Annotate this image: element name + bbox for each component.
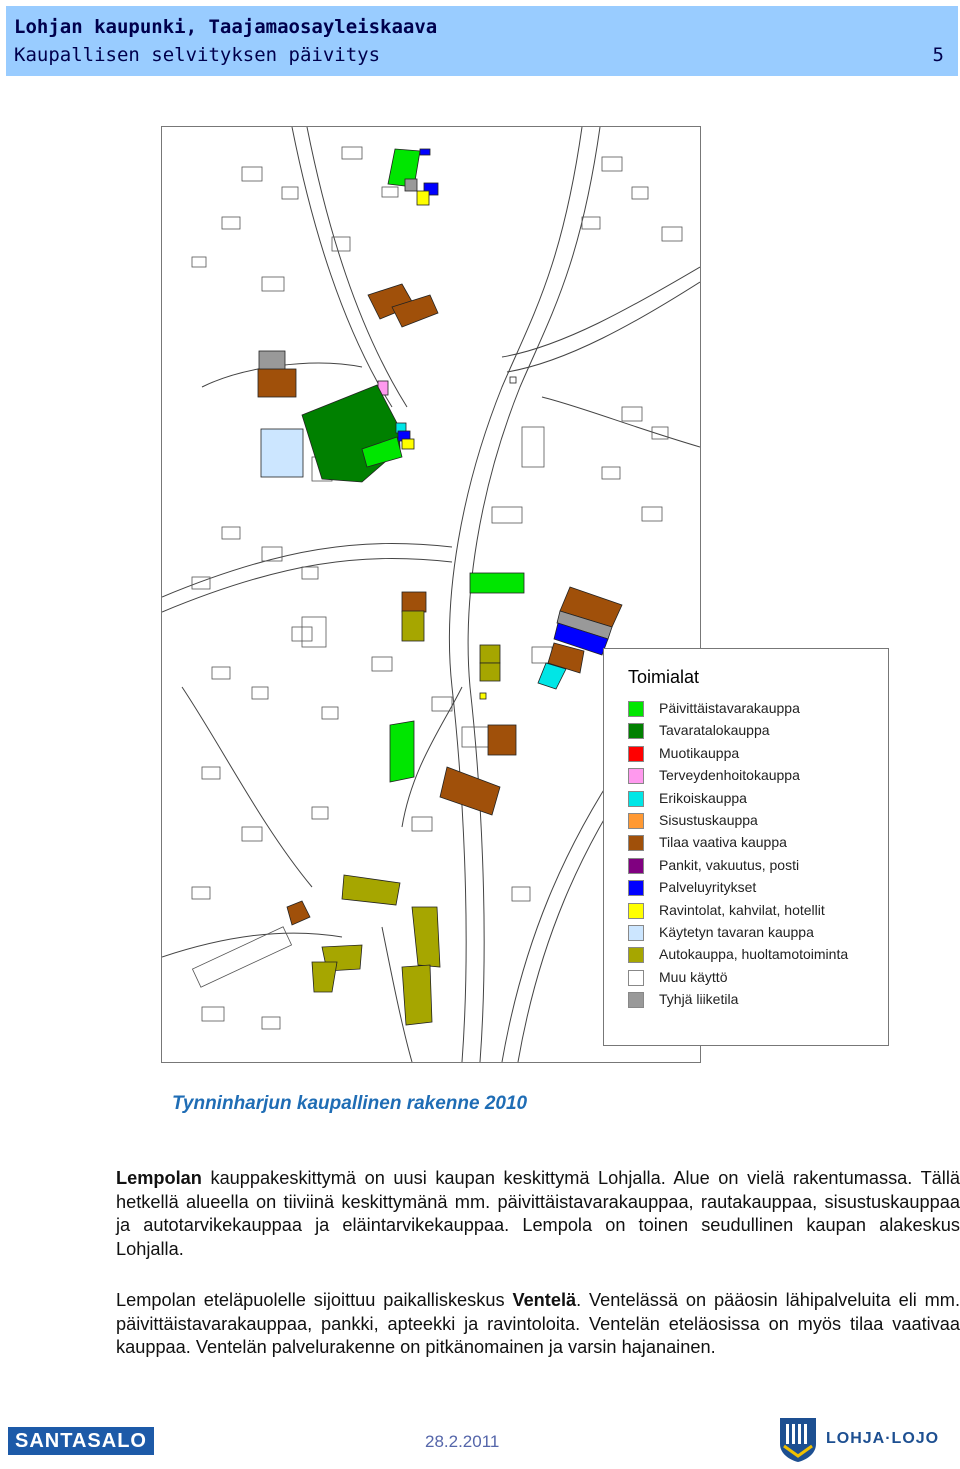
side-road-5	[502, 267, 700, 357]
street-2	[182, 687, 312, 887]
legend-label: Tyhjä liiketila	[659, 991, 739, 1008]
side-road-3	[292, 127, 392, 407]
area-empty-1	[405, 179, 417, 191]
legend-swatch	[628, 903, 644, 919]
area-second-hand	[261, 429, 303, 477]
legend-label: Sisustuskauppa	[659, 812, 758, 828]
legend-swatch	[628, 880, 644, 896]
legend-swatch	[628, 925, 644, 941]
lohja-crest-icon	[778, 1416, 818, 1462]
santasalo-logo: SANTASALO	[8, 1427, 154, 1455]
paragraph-lempola-text: kauppakeskittymä on uusi kaupan keskittymä Lohjalla. Alue on vielä rakentumassa. Tällä hetkellä alueella on tiiviinä keskittymänä mm. päivittäistavarakauppaa, rautakauppaa, sisustuskauppaa ja autotarvikekauppaa ja eläintarvikekauppaa. Lempola on toinen seudullinen kaupan alakeskus Lohjalla.	[116, 1168, 960, 1259]
legend-swatch	[628, 835, 644, 851]
legend-swatch	[628, 746, 644, 762]
main-road-edge-west	[449, 127, 582, 1062]
map-legend	[603, 648, 889, 1046]
legend-label: Käytetyn tavaran kauppa	[659, 924, 814, 940]
legend-label: Palveluyritykset	[659, 879, 757, 896]
area-daily-goods-2	[470, 573, 524, 593]
legend-label: Ravintolat, kahvilat, hotellit	[659, 901, 825, 918]
map-caption: Tynninharjun kaupallinen rakenne 2010	[172, 1093, 528, 1114]
paragraph-ventela-text-1: Lempolan eteläpuolelle sijoittuu paikalliskeskus	[116, 1290, 513, 1310]
legend-label: Pankit, vakuutus, posti	[659, 856, 800, 873]
legend-swatch	[628, 970, 644, 986]
legend-swatch	[628, 791, 644, 807]
legend-label: Päivittäistavarakauppa	[659, 700, 800, 716]
area-auto-1	[402, 611, 424, 641]
legend-label: Tilaa vaativa kauppa	[659, 834, 787, 851]
legend-label: Muotikauppa	[659, 744, 740, 761]
street-5	[542, 397, 700, 447]
legend-swatch	[628, 992, 644, 1008]
page-number: 5	[932, 44, 944, 66]
legend-label: Muu käyttö	[659, 968, 728, 985]
legend-label: Tavaratalokauppa	[659, 722, 770, 739]
legend-swatch	[628, 813, 644, 829]
legend-label: Erikoiskauppa	[659, 789, 747, 806]
paragraph-lempola	[116, 1167, 960, 1261]
side-road-6	[507, 282, 700, 372]
document-subtitle: Kaupallisen selvityksen päivitys	[14, 44, 381, 66]
legend-title: Toimialat	[628, 667, 700, 687]
paragraph-lempola-bold: Lempolan	[116, 1168, 202, 1188]
paragraph-ventela-text-2: . Ventelässä on pääosin lähipalveluita eli mm. päivittäistavarakauppaa, pankki, apteekki ja ravintoloita. Ventelän eteläosissa on myös tilaa vaativaa kauppaa. Ventelän palvelurakenne on pitkänomainen ja varsin hajanainen.	[116, 1290, 960, 1357]
legend-swatch	[628, 947, 644, 963]
area-department-store	[302, 385, 400, 482]
document-title: Lohjan kaupunki, Taajamaosayleiskaava	[14, 16, 438, 38]
paragraph-ventela	[116, 1289, 960, 1360]
area-restaurant-1	[417, 191, 429, 205]
footer-date: 28.2.2011	[425, 1432, 500, 1451]
page-header	[6, 6, 958, 76]
legend-swatch	[628, 723, 644, 739]
paragraph-ventela-bold: Ventelä	[512, 1290, 577, 1310]
legend-label: Autokauppa, huoltamotoiminta	[659, 946, 849, 963]
lohja-lojo-logo	[778, 1416, 956, 1464]
legend-swatch	[628, 701, 644, 717]
legend-label: Terveydenhoitokauppa	[659, 767, 800, 784]
legend-swatch	[628, 858, 644, 874]
lohja-logo-text: LOHJA·LOJO	[826, 1430, 940, 1447]
street-4	[162, 933, 342, 957]
legend-swatch	[628, 768, 644, 784]
